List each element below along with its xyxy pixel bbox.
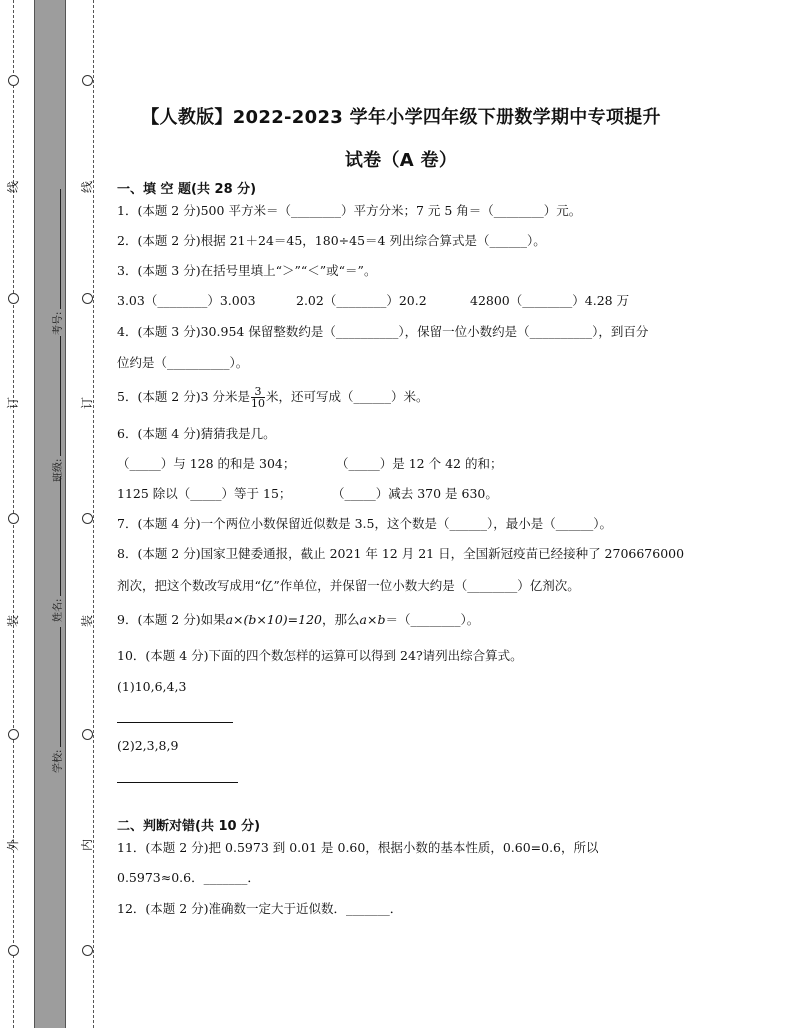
fraction-denominator: 10 xyxy=(251,397,266,410)
class-blank[interactable] xyxy=(51,336,61,456)
question-10a: (1)10,6,4,3 xyxy=(117,679,187,694)
binding-hole-circle xyxy=(82,513,93,524)
question-9-equation: a×(b×10)=120 xyxy=(225,612,323,627)
question-6d: （_____）减去 370 是 630。 xyxy=(332,486,498,501)
fraction-three-tenths xyxy=(251,386,265,409)
question-6c: 1125 除以（_____）等于 15； xyxy=(117,486,292,501)
class-label: 班级: xyxy=(53,458,64,482)
question-1: 1．(本题 2 分)500 平方米＝（________）平方分米；7 元 5 角＝（________）元。 xyxy=(117,203,582,218)
question-3: 3．(本题 3 分)在括号里填上“＞”“＜”或“＝”。 xyxy=(117,263,377,278)
binding-hole-circle xyxy=(82,293,93,304)
name-label: 姓名: xyxy=(53,598,64,622)
question-3c: 42800（________）4.28 万 xyxy=(470,293,630,308)
exam-title-line1: 【人教版】2022-2023 学年小学四年级下册数学期中专项提升 xyxy=(141,107,661,128)
binding-hole-circle xyxy=(82,945,93,956)
inner-binding-char: 线 xyxy=(80,181,94,194)
class-field xyxy=(49,336,64,482)
question-5-suffix: 米，还可写成（______）米。 xyxy=(266,389,429,404)
binding-hole-circle xyxy=(8,75,19,86)
question-9 xyxy=(117,612,479,628)
binding-hole-circle xyxy=(82,75,93,86)
fraction-numerator: 3 xyxy=(251,386,265,398)
question-9-suffix: ＝（________）。 xyxy=(385,612,480,627)
school-blank[interactable] xyxy=(51,627,61,747)
inner-binding-char: 订 xyxy=(80,397,94,410)
binding-hole-circle xyxy=(8,513,19,524)
inner-binding-char: 内 xyxy=(80,839,94,852)
question-8-line1: 8．(本题 2 分)国家卫健委通报，截止 2021 年 12 月 21 日，全国新冠疫苗已经接种了 2706676000 xyxy=(117,546,685,561)
question-10: 10．(本题 4 分)下面的四个数怎样的运算可以得到 24?请列出综合算式。 xyxy=(117,648,523,663)
exam-number-field xyxy=(49,189,64,335)
question-4-line1: 4．(本题 3 分)30.954 保留整数约是（__________），保留一位小数约是（__________），到百分 xyxy=(117,324,649,339)
binding-hole-circle xyxy=(8,945,19,956)
name-field xyxy=(49,476,64,622)
school-field xyxy=(49,627,64,773)
answer-line-10b[interactable] xyxy=(117,782,238,783)
inner-binding-char: 装 xyxy=(80,615,94,628)
outer-binding-char: 外 xyxy=(6,839,20,852)
outer-binding-char: 装 xyxy=(6,615,20,628)
name-blank[interactable] xyxy=(51,476,61,596)
question-6: 6．(本题 4 分)猜猜我是几。 xyxy=(117,426,276,441)
question-9-prefix: 9．(本题 2 分)如果 xyxy=(117,612,226,627)
binding-hole-circle xyxy=(82,729,93,740)
question-10b: (2)2,3,8,9 xyxy=(117,738,179,753)
question-12: 12．(本题 2 分)准确数一定大于近似数．_______． xyxy=(117,901,403,916)
question-8-line2: 剂次，把这个数改写成用“亿”作单位，并保留一位小数大约是（________）亿剂次。 xyxy=(117,578,580,593)
section-fill-blank-heading: 一、填 空 题(共 28 分) xyxy=(117,182,257,197)
binding-hole-circle xyxy=(8,293,19,304)
question-9-mid: ，那么 xyxy=(322,612,360,627)
question-2: 2．(本题 2 分)根据 21＋24＝45，180÷45＝4 列出综合算式是（______）。 xyxy=(117,233,546,248)
question-6b: （_____）是 12 个 42 的和； xyxy=(336,456,503,471)
question-11-line1: 11．(本题 2 分)把 0.5973 到 0.01 是 0.60，根据小数的基本性质，0.60=0.6，所以 xyxy=(117,840,599,855)
section-true-false-heading: 二、判断对错(共 10 分) xyxy=(117,819,261,834)
exam-number-label: 考号: xyxy=(53,311,64,335)
outer-binding-char: 订 xyxy=(6,397,20,410)
question-5 xyxy=(117,384,429,410)
question-4-line2: 位约是（__________）。 xyxy=(117,355,249,370)
school-label: 学校: xyxy=(53,749,64,773)
question-6a: （_____）与 128 的和是 304； xyxy=(117,456,296,471)
exam-number-blank[interactable] xyxy=(51,189,61,309)
exam-title-line2: 试卷（A 卷） xyxy=(344,150,458,171)
question-5-prefix: 5．(本题 2 分)3 分米是 xyxy=(117,389,251,404)
inner-dashed-line xyxy=(93,0,94,1028)
question-9-expression: a×b xyxy=(359,612,386,627)
question-7: 7．(本题 4 分)一个两位小数保留近似数是 3.5，这个数是（______），最小是（______）。 xyxy=(117,516,612,531)
binding-hole-circle xyxy=(8,729,19,740)
question-3a: 3.03（________）3.003 xyxy=(117,293,256,308)
answer-line-10a[interactable] xyxy=(117,722,233,723)
question-11-line2: 0.5973≈0.6．_______． xyxy=(117,870,260,885)
question-3b: 2.02（________）20.2 xyxy=(296,293,427,308)
outer-binding-char: 线 xyxy=(6,181,20,194)
